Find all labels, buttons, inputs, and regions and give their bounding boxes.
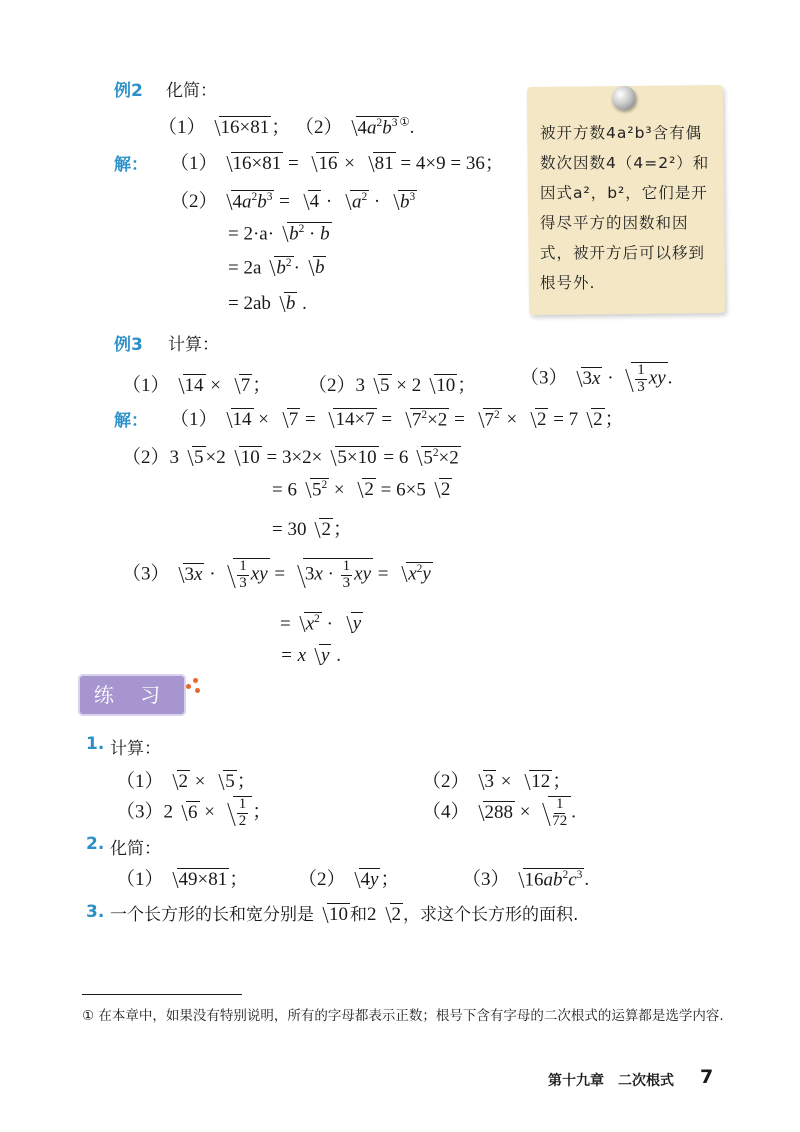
practice-2-task: 化简： (110, 839, 161, 859)
practice-3-number: 3. (86, 902, 105, 922)
footnote-text: ① 在本章中，如果没有特别说明，所有的字母都表示正数；根号下含有字母的二次根式的运算都是选学内容. (82, 1008, 724, 1024)
practice-badge: 练 习 (78, 674, 186, 716)
example-2-solution-1: （1） 16×81 = 16 × 81 = 4×9 = 36； (170, 153, 504, 174)
example-3-solution-3-step-3: = x y . (280, 645, 341, 666)
chapter-footer: 第十九章 二次根式 (548, 1073, 674, 1089)
practice-1-task: 计算： (110, 739, 161, 759)
example-2-title: 例2 (114, 81, 143, 101)
example-3-solution-1: （1） $14 \times 7 = 14\times 7 = 7^2\times 2 = 7^2 \times 2 = 7$ 2 ； (170, 408, 624, 430)
practice-1-item-3: （3）2 6 × $\frac{1}{2}$ ； (116, 796, 272, 829)
example-3-task: 计算： (168, 335, 219, 355)
practice-1-item-2: （2） 3 × 12 ； (422, 771, 572, 792)
pushpin-icon (612, 86, 636, 110)
example-2-solution-label: 解： (114, 155, 148, 175)
page-number: 7 (700, 1066, 714, 1088)
example-3-solution-2: （2）3 5 ×2 10 = 3×2× 5×10 = 6 $5^2\times 2$ (122, 446, 459, 468)
example-3-question-2: （2）3 5 × 2 10 ； (308, 375, 477, 396)
example-2-step-3: = 2a $b^2 \cdot b$ (228, 257, 325, 279)
practice-1-number: 1. (86, 734, 105, 754)
example-3-question-3: （3） 3x · $\frac{1}{3}$ xy . (520, 362, 673, 395)
example-3-solution-2-step-2: = 6 $5^2 \times 2 = 6\times 5$ 2 (272, 479, 451, 501)
example-2-step-4: = 2ab b . (228, 293, 307, 314)
example-3-question-1: （1） 14 × 7 ； (122, 375, 272, 396)
practice-2-number: 2. (86, 834, 105, 854)
practice-2-item-2: （2） 4y ； (298, 869, 400, 890)
practice-1-item-1: （1） 2 × 5 ； (116, 771, 256, 792)
practice-2-item-3: （3） $16ab^2c^3$ . (462, 868, 590, 890)
example-2-step-2: = $2\cdot a\cdot b^2 \cdot b$ (228, 223, 330, 245)
example-3-solution-3: （3） 3x · $\frac{1}{3}$ xy = 3x · $\frac{1}{3}$ xy = $x^2y$ (122, 558, 431, 591)
example-3-solution-label: 解： (114, 411, 148, 431)
example-2-task: 化简： (166, 81, 217, 101)
footnote-divider (82, 994, 242, 995)
example-2-questions: （1） 16×81 ； （2） $4a^2b^3$ ①. (158, 116, 415, 138)
example-2-solution-2: （2） $4a^2b^3 = 4 \cdot a^2 \cdot b^3$ (170, 190, 416, 212)
practice-1-item-4: （4） 288 × $\frac{1}{72}$ . (422, 796, 576, 829)
practice-2-item-1: （1） 49×81 ； (116, 869, 249, 890)
example-3-title: 例3 (114, 335, 143, 355)
example-3-solution-2-step-3: = 30 2 ； (272, 519, 352, 540)
note-text: 被开方数4a²b³含有偶数次因数4（4=2²）和因式a²，b²，它们是开得尽平方的因数和因式，被开方后可以移到根号外. (540, 124, 710, 292)
practice-3-text: 一个长方形的长和宽分别是 10 和2 2 ，求这个长方形的面积. (110, 904, 579, 925)
example-3-solution-3-step-2: = $x^2 \cdot y$ (280, 613, 362, 635)
